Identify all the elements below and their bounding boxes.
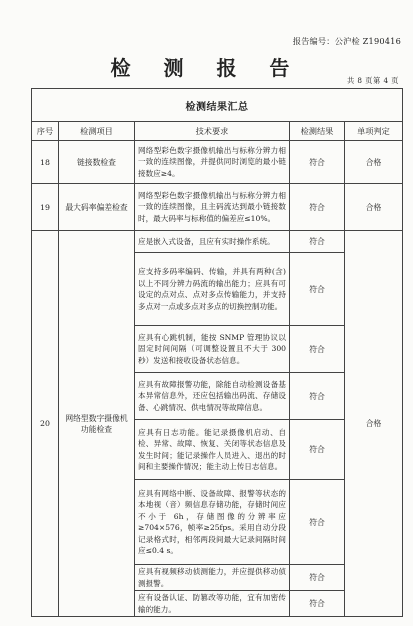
row-requirement: 应具有视频移动侦测能力，并应提供移动侦测报警。: [135, 565, 290, 591]
row-requirement: 应具有心跳机制，能按 SNMP 管理协议以固定时间间隔（可调整设置且不大于 300 秒）发送和接收设备状态信息。: [135, 326, 290, 373]
col-header-requirement: 技术要求: [135, 122, 290, 141]
row-item: 网络型数字摄像机功能检查: [59, 231, 135, 617]
row-verdict: 合格: [345, 141, 403, 184]
row-result: 符合: [290, 480, 345, 565]
row-result: 符合: [290, 326, 345, 373]
row-result: 符合: [290, 231, 345, 253]
row-verdict: 合格: [345, 231, 403, 617]
row-no: 19: [32, 184, 59, 231]
row-result: 符合: [290, 565, 345, 591]
row-result: 符合: [290, 420, 345, 480]
results-summary-table: [31, 88, 403, 617]
row-result: 符合: [290, 141, 345, 184]
row-no: 20: [32, 231, 59, 617]
summary-title: 检测结果汇总: [32, 89, 403, 122]
row-requirement: 应具有网络中断、设备故障、报警等状态的本地视（音）频信息存储功能，存储时间应不小于 6h，存储图像的分辨率应≥704×576，帧率≥25fps。采用自动分段记录格式时，相邻两段间最大记录间隔时间应≤0.4 s。: [135, 480, 290, 565]
col-header-item: 检测项目: [59, 122, 135, 141]
table-header-row: [32, 122, 403, 141]
table-row: [32, 231, 403, 253]
row-no: 18: [32, 141, 59, 184]
row-requirement: 网络型彩色数字摄像机输出与标称分辨力相一致的连续图像，且主码流达到最小链接数时，最大码率与标称值的偏差应≤10%。: [135, 184, 290, 231]
row-requirement: 应有设备认证、防篡改等功能，宜有加密传输的能力。: [135, 591, 290, 617]
row-verdict: 合格: [345, 184, 403, 231]
document-title: 检 测 报 告: [110, 56, 303, 80]
col-header-no: 序号: [32, 122, 59, 141]
table-row: [32, 184, 403, 231]
row-requirement: 应支持多码率编码、传输，并具有两种(含)以上不同分辨力码流的输出能力；应具有可设定的点对点、点对多点传输能力，并支持多点对一点或多点对多点的切换控制功能。: [135, 253, 290, 326]
row-result: 符合: [290, 591, 345, 617]
row-item: 链接数检查: [59, 141, 135, 184]
report-number: 报告编号：公沪检 Z190416: [292, 36, 401, 46]
row-requirement: 应具有故障报警功能，除能自动检测设备基本异常信息外，还应包括输出码流、存储设备、心跳情况、供电情况等故障信息。: [135, 373, 290, 420]
row-result: 符合: [290, 373, 345, 420]
table-row: [32, 141, 403, 184]
col-header-result: 检测结果: [290, 122, 345, 141]
row-requirement: 网络型彩色数字摄像机输出与标称分辨力相一致的连续图像，并提供同时浏览的最小链接数应≥4。: [135, 141, 290, 184]
col-header-verdict: 单项判定: [345, 122, 403, 141]
row-item: 最大码率偏差检查: [59, 184, 135, 231]
row-requirement: 应是嵌入式设备，且应有实时操作系统。: [135, 231, 290, 253]
row-result: 符合: [290, 253, 345, 326]
row-requirement: 应具有日志功能。能记录摄像机启动、自检、异常、故障、恢复、关闭等状态信息及发生时间；能记录操作人员进入、退出的时间和主要操作情况；能主动上传日志信息。: [135, 420, 290, 480]
row-result: 符合: [290, 184, 345, 231]
page-info: 共 8 页第 4 页: [346, 76, 399, 85]
